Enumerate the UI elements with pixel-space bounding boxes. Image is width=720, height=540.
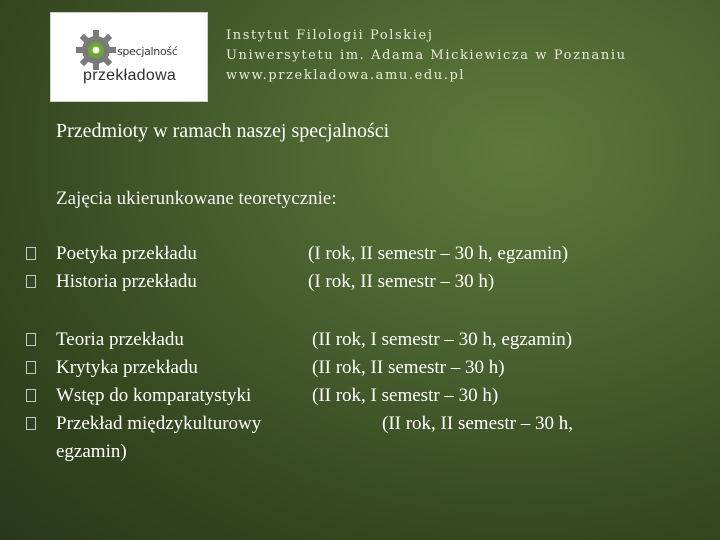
course-details: (II rok, II semestr – 30 h) bbox=[312, 357, 505, 378]
bullet-icon bbox=[26, 389, 36, 402]
course-details: (II rok, I semestr – 30 h) bbox=[312, 385, 499, 406]
course-details-continuation: egzamin) bbox=[56, 441, 127, 462]
bullet-icon bbox=[26, 247, 36, 260]
course-name: Historia przekładu bbox=[56, 271, 197, 292]
bullet-icon bbox=[26, 333, 36, 346]
course-details: (II rok, II semestr – 30 h, bbox=[382, 413, 574, 434]
course-name: Wstęp do komparatystyki bbox=[56, 385, 252, 406]
bullet-icon bbox=[26, 417, 36, 430]
header-line-university: Uniwersytetu im. Adama Mickiewicza w Poznaniu bbox=[226, 48, 627, 63]
institute-header bbox=[226, 26, 627, 86]
course-name: Krytyka przekładu bbox=[56, 357, 198, 378]
course-name: Teoria przekładu bbox=[56, 329, 184, 350]
course-details: (I rok, II semestr – 30 h) bbox=[308, 271, 495, 292]
header-line-website: www.przekladowa.amu.edu.pl bbox=[226, 68, 466, 83]
course-name: Poetyka przekładu bbox=[56, 243, 197, 264]
section-title: Przedmioty w ramach naszej specjalności bbox=[56, 120, 390, 142]
bullet-icon bbox=[26, 275, 36, 288]
header-line-institute: Instytut Filologii Polskiej bbox=[226, 28, 434, 43]
bullet-icon bbox=[26, 361, 36, 374]
logo-top-text: specjalność bbox=[117, 45, 178, 58]
logo-bottom-text: przekładowa bbox=[83, 67, 177, 84]
course-name: Przekład międzykulturowy bbox=[56, 413, 262, 434]
specialization-logo bbox=[50, 12, 208, 102]
course-details: (II rok, I semestr – 30 h, egzamin) bbox=[312, 329, 573, 350]
subtitle: Zajęcia ukierunkowane teoretycznie: bbox=[56, 188, 337, 209]
course-details: (I rok, II semestr – 30 h, egzamin) bbox=[308, 243, 569, 264]
gear-icon bbox=[75, 29, 117, 71]
